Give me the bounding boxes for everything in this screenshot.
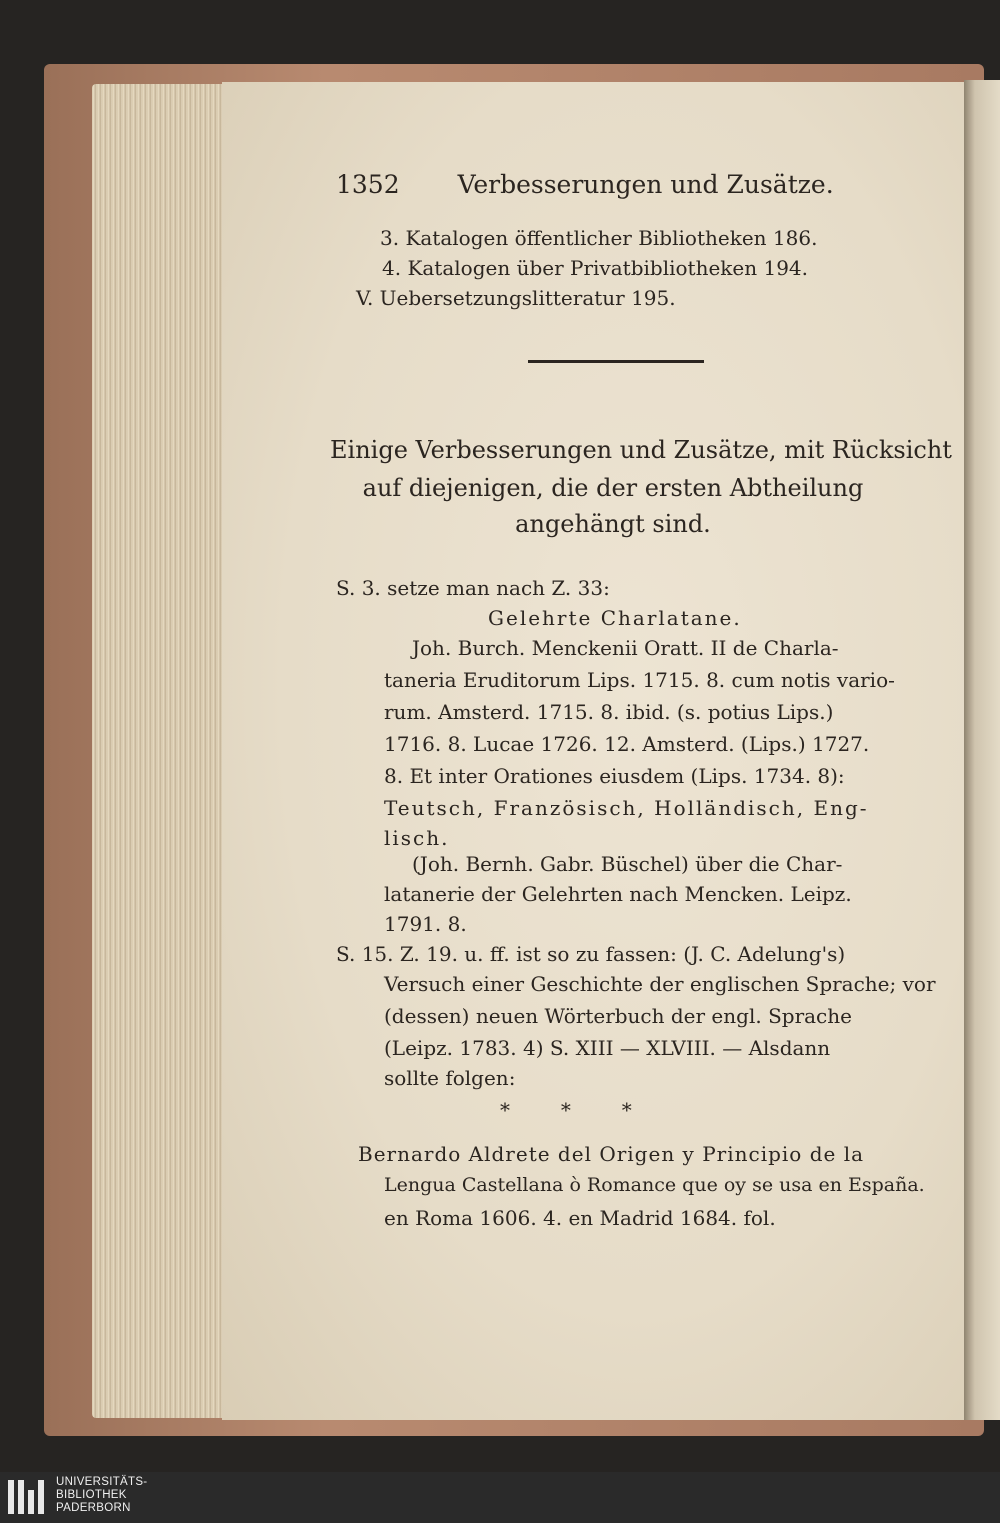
body-line: 8. Et inter Orationes eiusdem (Lips. 1734. 8): — [384, 764, 845, 788]
body-line: S. 3. setze man nach Z. 33: — [336, 576, 610, 600]
body-subheading: Gelehrte Charlatane. — [488, 606, 742, 630]
toc-line: 3. Katalogen öffentlicher Bibliotheken 186. — [380, 226, 818, 250]
body-line: Teutsch, Französisch, Holländisch, Eng- — [384, 796, 869, 820]
page-edges — [92, 84, 232, 1418]
logo-line: BIBLIOTHEK — [56, 1489, 127, 1501]
logo-line: UNIVERSITÄTS- — [56, 1476, 148, 1488]
running-header — [336, 170, 834, 199]
toc-line: 4. Katalogen über Privatbibliotheken 194. — [382, 256, 809, 280]
body-line: Joh. Burch. Menckenii Oratt. II de Charla- — [412, 636, 839, 660]
library-footer — [0, 1472, 1000, 1523]
body-line: 1716. 8. Lucae 1726. 12. Amsterd. (Lips.) 1727. — [384, 732, 870, 756]
page-number: 1352 — [336, 170, 400, 199]
body-line: (Joh. Bernh. Gabr. Büschel) über die Char- — [412, 852, 843, 876]
section-divider — [528, 360, 704, 363]
section-title-line: Einige Verbesserungen und Zusätze, mit Rücksicht — [330, 436, 952, 464]
running-title: Verbesserungen und Zusätze. — [457, 170, 834, 199]
body-line: sollte folgen: — [384, 1066, 516, 1090]
body-line: 1791. 8. — [384, 912, 467, 936]
section-title-line: auf diejenigen, die der ersten Abtheilung — [362, 474, 864, 502]
body-line: Versuch einer Geschichte der englischen Sprache; vor — [384, 972, 936, 996]
body-line: (Leipz. 1783. 4) S. XIII — XLVIII. — Alsdann — [384, 1036, 831, 1060]
logo-line: PADERBORN — [56, 1502, 131, 1514]
library-logo-text — [56, 1476, 147, 1515]
facing-page-edge — [964, 80, 1000, 1420]
body-line: Lengua Castellana ò Romance que oy se usa en España. — [384, 1174, 925, 1196]
body-line: S. 15. Z. 19. u. ff. ist so zu fassen: (J. C. Adelung's) — [336, 942, 846, 966]
body-line: rum. Amsterd. 1715. 8. ibid. (s. potius Lips.) — [384, 700, 834, 724]
section-title-line: angehängt sind. — [515, 510, 711, 538]
body-line: en Roma 1606. 4. en Madrid 1684. fol. — [384, 1206, 776, 1230]
body-line: (dessen) neuen Wörterbuch der engl. Sprache — [384, 1004, 852, 1028]
body-line: latanerie der Gelehrten nach Mencken. Leipz. — [384, 882, 852, 906]
asterism: * * * — [500, 1098, 632, 1122]
toc-line: V. Uebersetzungslitteratur 195. — [356, 286, 676, 310]
body-line: lisch. — [384, 826, 450, 850]
body-line: Bernardo Aldrete del Origen y Principio de la — [358, 1142, 865, 1166]
body-line: taneria Eruditorum Lips. 1715. 8. cum notis vario- — [384, 668, 895, 692]
